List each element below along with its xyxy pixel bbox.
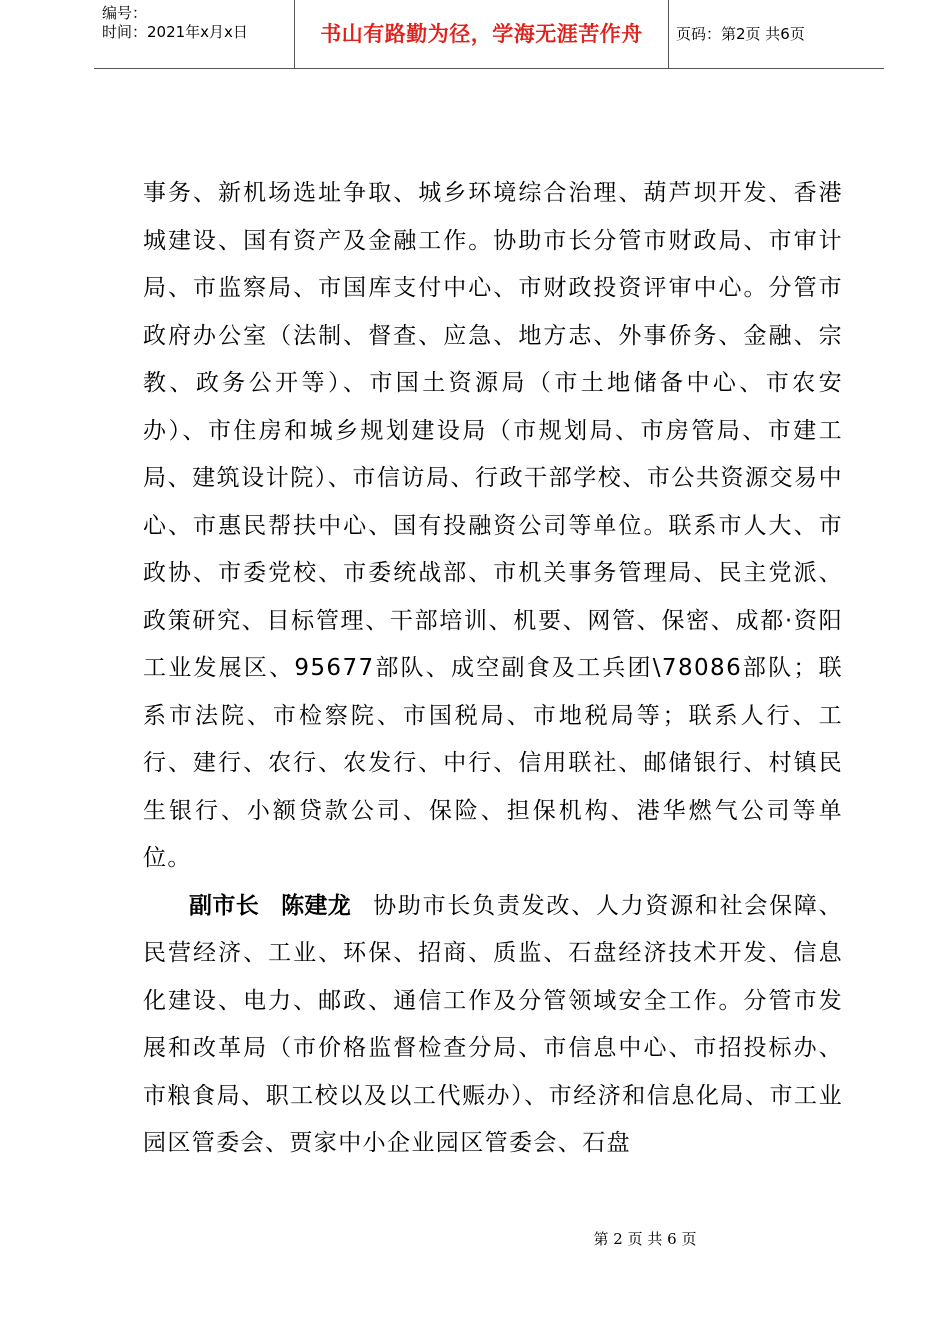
body-paragraph: 事务、新机场选址争取、城乡环境综合治理、葫芦坝开发、香港城建设、国有资产及金融工作。协助市长分管市财政局、市审计局、市监察局、市国库支付中心、市财政投资评审中心。分管市政府办公室（法制、督查、应急、地方志、外事侨务、金融、宗教、政务公开等）、市国土资源局（市土地储备中心、市农安办）、市住房和城乡规划建设局（市规划局、市房管局、市建工局、建筑设计院）、市信访局、行政干部学校、市公共资源交易中心、市惠民帮扶中心、国有投融资公司等单位。联系市人大、市政协、市委党校、市委统战部、市机关事务管理局、民主党派、政策研究、目标管理、干部培训、机要、网管、保密、成都·资阳工业发展区、95677部队、成空副食及工兵团\78086部队；联系市法院、市检察院、市国税局、市地税局等；联系人行、工行、建行、农行、农发行、中行、信用联社、邮储银行、村镇民生银行、小额贷款公司、保险、担保机构、港华燃气公司等单位。 [143, 180, 843, 871]
header-meta [102, 4, 294, 42]
duties-text: 协助市长负责发改、人力资源和社会保障、民营经济、工业、环保、招商、质监、石盘经济技术开发、信息化建设、电力、邮政、通信工作及分管领域安全工作。分管市发展和改革局（市价格监督检查分局、市信息中心、市招投标办、市粮食局、职工校以及以工代赈办）、市经济和信息化局、市工业园区管委会、贾家中小企业园区管委会、石盘 [143, 892, 844, 1156]
document-body [143, 170, 843, 1168]
body-paragraph [143, 883, 843, 1168]
header-divider [668, 0, 669, 68]
header-motto: 书山有路勤为径，学海无涯苦作舟 [320, 22, 643, 46]
page-header [94, 0, 884, 69]
official-name: 陈建龙 [281, 892, 352, 919]
official-title: 副市长 [189, 892, 260, 919]
page-footer: 第 2 页 共 6 页 [593, 1230, 697, 1248]
header-page-info: 页码：第2页 共6页 [676, 25, 805, 43]
document-number-label: 编号： [102, 4, 148, 22]
document-date: 时间：2021年x月x日 [102, 23, 248, 41]
